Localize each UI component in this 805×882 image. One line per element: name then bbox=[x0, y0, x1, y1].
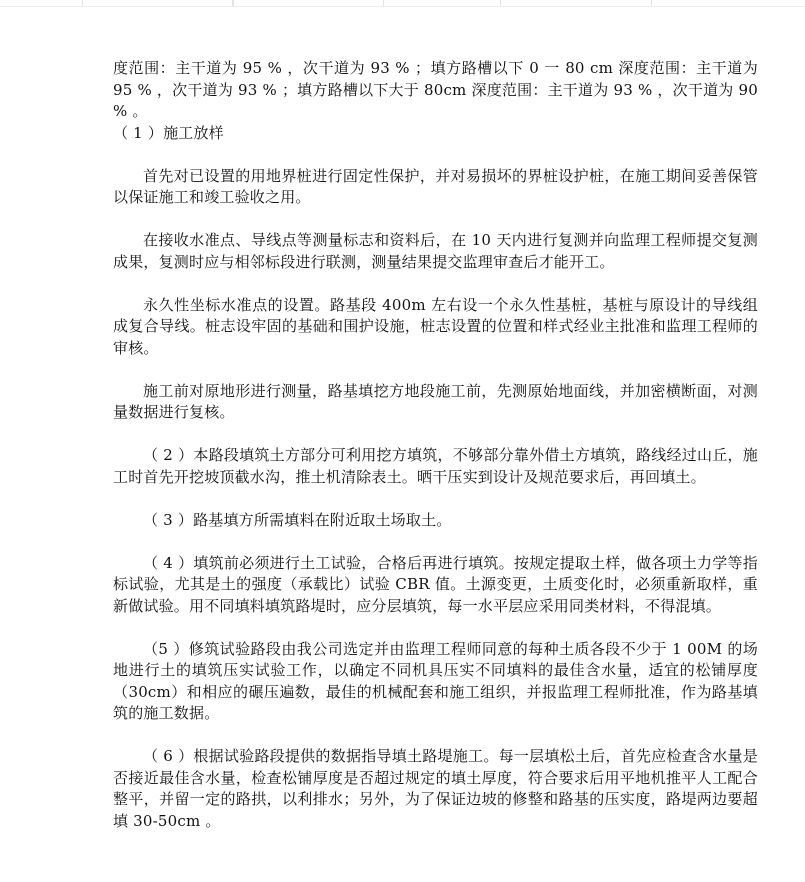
viewer-top-edge bbox=[0, 0, 805, 7]
paragraph-gap bbox=[113, 531, 758, 553]
paragraph-gap bbox=[113, 144, 758, 166]
paragraph-item-5-trial-section: （5 ）修筑试验路段由我公司选定并由监理工程师同意的每种土质各段不少于 1 00M 的场地进行土的填筑压实试验工作，以确定不同机具压实不同填料的最佳含水量，适宜的松铺厚度（30cm）和相应的碾压遍数，最佳的机械配套和施工组织，并报监理工程师批准，作为路基填筑的施工数据。 bbox=[113, 639, 758, 722]
viewer-tab bbox=[500, 0, 652, 6]
paragraph-survey-retest: 在接收水准点、导线点等测量标志和资料后，在 10 天内进行复测并向监理工程师提交复测成果，复测时应与相邻标段进行联测，测量结果提交监理审查后才能开工。 bbox=[113, 231, 758, 271]
paragraph-gap bbox=[113, 424, 758, 446]
paragraph-item-6-embankment: （ 6 ）根据试验路段提供的数据指导填土路堤施工。每一层填松土后，首先应检查含水量是否接近最佳含水量，检查松铺厚度是否超过规定的填土厚度，符合要求后用平地机推平人工配合整平，并留一定的路拱，以利排水；另外，为了保证边坡的修整和路基的压实度，路堤两边要超填 30-50cm 。 bbox=[113, 747, 758, 830]
viewer-tab bbox=[232, 0, 384, 6]
paragraph-gap bbox=[113, 617, 758, 639]
document-page bbox=[113, 58, 758, 832]
paragraph-item-3-borrow: （ 3 ）路基填方所需填料在附近取土场取土。 bbox=[143, 510, 452, 529]
paragraph-gap bbox=[113, 209, 758, 231]
paragraph-terrain-survey: 施工前对原地形进行测量，路基填挖方地段施工前，先测原始地面线，并加密横断面，对测量数据进行复核。 bbox=[113, 381, 758, 421]
paragraph-gap bbox=[113, 725, 758, 747]
paragraph-compaction-standard: 度范围：主干道为 95 % ，次干道为 93 % ；填方路槽以下 0 一 80 cm 深度范围：主干道为 95 % ，次干道为 93 % ；填方路槽以下大于 80cm 深度范围：主干道为 93 % ，次干道为 90 % 。 bbox=[113, 59, 758, 120]
viewer-tab bbox=[82, 0, 234, 6]
paragraph-gap bbox=[113, 488, 758, 510]
paragraph-item-4-soil-test: （ 4 ）填筑前必须进行土工试验，合格后再进行填筑。按规定提取土样，做各项土力学等指标试验，尤其是土的强度（承载比）试验 CBR 值。土源变更，土质变化时，必须重新取样，重新做试验。用不同填料填筑路堤时，应分层填筑，每一水平层应采用同类材料，不得混填。 bbox=[113, 553, 758, 615]
paragraph-permanent-benchmarks: 永久性坐标水准点的设置。路基段 400m 左右设一个永久性基桩，基桩与原设计的导线组成复合导线。桩志设牢固的基础和围护设施，桩志设置的位置和样式经业主批准和监理工程师的审核。 bbox=[113, 295, 758, 357]
paragraph-item-2-fill: （ 2 ）本路段填筑土方部分可利用挖方填筑，不够部分靠外借土方填筑，路线经过山丘，施工时首先开挖坡顶截水沟，推土机清除表土。晒干压实到设计及规范要求后，再回填土。 bbox=[113, 446, 758, 486]
paragraph-gap bbox=[113, 359, 758, 381]
heading-construction-layout: （ 1 ）施工放样 bbox=[113, 123, 224, 142]
paragraph-gap bbox=[113, 273, 758, 295]
paragraph-boundary-pile-protection: 首先对已设置的用地界桩进行固定性保护，并对易损坏的界桩设护桩，在施工期间妥善保管以保证施工和竣工验收之用。 bbox=[113, 166, 758, 206]
